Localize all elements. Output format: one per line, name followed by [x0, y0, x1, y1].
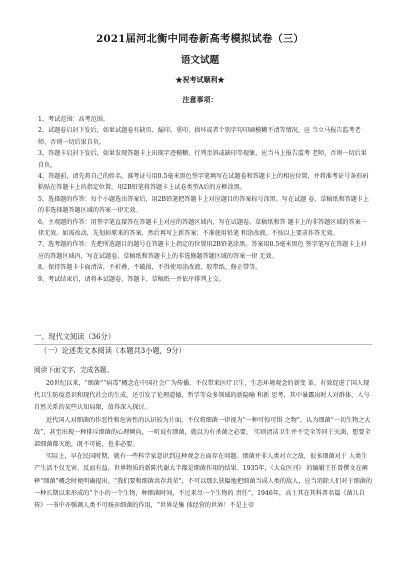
- section-heading: 一、现代文阅读（36分）: [34, 332, 116, 341]
- notice-heading: 注意事项：: [182, 95, 218, 104]
- notice-item: 4、答题前，请先将自己的姓名、准考证号用0.5毫米黑色签字笔填写在试题卷和答题卡上的相应位置，并将准考证号条形码粘贴在答题卡上的指定位置。用2B铅笔将答题卡上试卷类型A后的方框涂黑。: [38, 173, 369, 192]
- notice-item: 3、答题卡启封下发后，如果发现答题卡上出现字迹模糊、行列歪斜或缺印等现象，应当马上报告监考 老师，否则一切后果自负。: [38, 150, 367, 169]
- section-divider: [34, 344, 372, 345]
- exam-title: 2021届河北衡中同卷新高考模拟试卷（三）: [96, 33, 304, 45]
- notice-item: 2、试题卷启封下发后，如果试题卷有缺页、漏印、重印、损坏或者个别字句印刷模糊不清等情况，应 当立马报告监考老师，否则一切后果自负。: [38, 127, 361, 146]
- notice-item: 9、考试结束后，请将本试题卷、答题卡、草稿纸一并依序排列上交。: [38, 275, 225, 283]
- passage-paragraph: 实际上，早在民国时期，就有一些科学家意识到这种观念方面存在问题。细菌并非人类对立之敌，很多细菌对于 人类生产生活不仅无害，反而有益，世界物质的新陈代谢大半都是细菌作用的结果。1935年，《大众医刊》 的编辑王任曾撰文在阐释“细菌”概念时便明确提出，“我们要和细菌共存共荣”，不可以那么狭隘地把细菌当成人类的敌人，应当消除人们对于细菌的一种长期以来形成的“个小的一个生物，种细菌时间，不过来尽一个生物的 责任”。1946年，高士其在其科普名篇《菌儿自传》一书中亦强调人类不可扬弃细菌的作用，“世界是集 体经营的世界！不是上帝: [34, 453, 373, 510]
- notice-item: 1、考试范围：高考范围。: [38, 116, 109, 123]
- good-luck-mark: ★祝考试顺利★: [175, 75, 225, 84]
- subject-title: 语文试题: [180, 55, 220, 66]
- notice-item: 7、选考题的作答：先把所选题目的题号在答题卡上指定的位置用2B铅笔涂黑。答案用0.5毫米黑色 签字笔写在答题卡上对应的答题区域内，写在试题卷、草稿纸和答题卡上的非选修题答题区域的答案一律 无效。: [38, 241, 367, 260]
- notice-list: [38, 114, 370, 285]
- notice-item: 6、主观题的作答：用签字笔直接答在答题卡上对应的答题区域内，写在试题卷、草稿纸和答 题卡上的非答题区域的答案一律无效。如需改动，先划掉原来的答案，然后再写上新答案；不准使用铅笔 和涂改液。不按以上要求作答无效。: [38, 218, 367, 238]
- passage-paragraph: 近代国人对细菌的作恶性和危害性的认识较为片面，不仅将细菌一律视为“一种可惊可惧 之物”，认为细菌“一切生物之大敌”，甚至出现一种排斥细菌的心理倾向，一听说有细菌，就以为有杀菌之必要， 实则清洁卫生并不完全等同于灭菌，想要全部细菌都灭绝，既不可能，也非必要。: [34, 416, 371, 449]
- passage-paragraph: 20世纪以来，“细菌”“病毒”概念在中国社会广为传播，不仅带来医疗卫生、生态环境观念的新变 革，有效促进了国人现代卫生防疫意识和现代社会的生成，还引发了伦理道德、哲学等众多领域的新隐喻 和新 思考，其中暴露出时人对群体、人与自然关系的某些认知局限，值得深入探讨。: [34, 380, 370, 412]
- subsection-heading: （一）论述类文本阅读（本题共3小题，9分）: [40, 346, 186, 355]
- reading-instruction: 阅读下面文字，完成各题。: [34, 366, 114, 374]
- reading-passage: [34, 378, 372, 512]
- notice-item: 8、保持答题卡卡面清洁，不折叠，不破损，不得使用涂改液、胶带纸、修正带等。: [38, 264, 262, 272]
- notice-item: 5、选择题的作答：每个小题选出答案后，用2B铅笔把答题卡上对应题目的答案标号涂黑。写在试题 卷、草稿纸和答题卡上的非选择题答题区域的答案一律无效。: [38, 195, 370, 215]
